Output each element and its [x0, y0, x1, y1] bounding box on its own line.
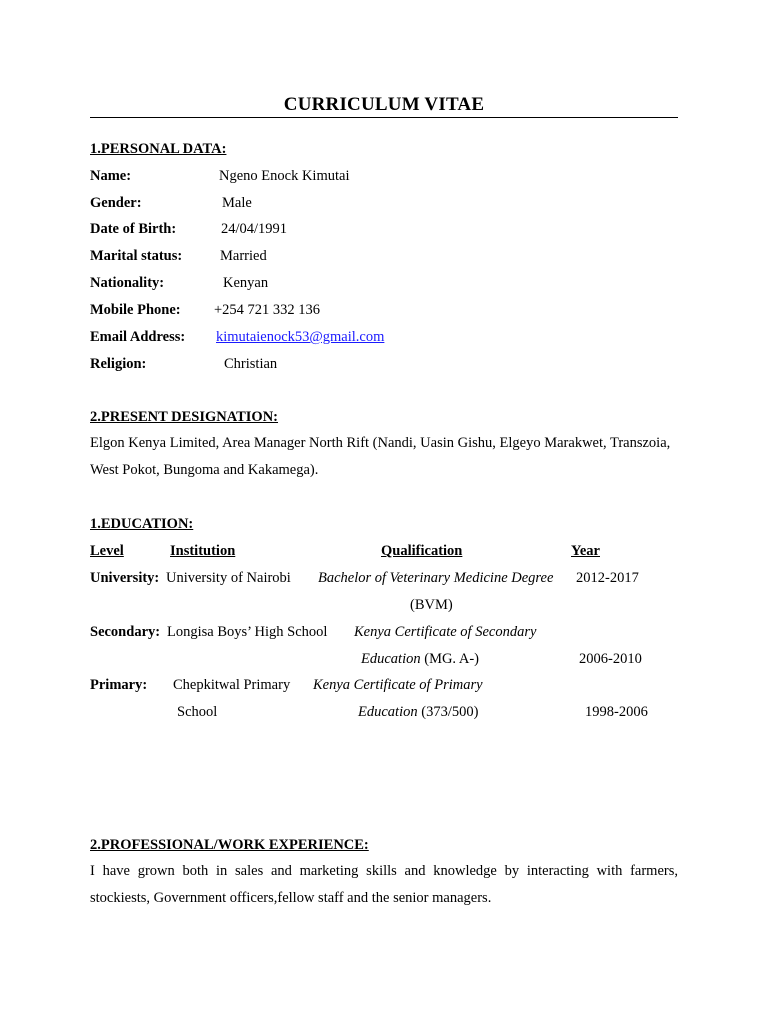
edu-level-primary: Primary:	[90, 677, 148, 693]
work-experience-text: I have grown both in sales and marketing skills and knowledge by interacting with farmers, stockiests, Government officers,fellow staff and the senior managers.	[90, 863, 678, 906]
edu-qualification-abbrev: (BVM)	[410, 597, 453, 613]
edu-institution-university: University of Nairobi	[166, 570, 291, 586]
edu-qualification-primary-line1: Kenya Certificate of Primary	[313, 677, 483, 693]
edu-qualification-secondary-grade: (MG. A-)	[420, 651, 480, 667]
education-heading: 1.EDUCATION:	[90, 516, 194, 532]
field-label: Nationality:	[90, 275, 165, 291]
title-underline	[90, 117, 678, 118]
field-label: Gender:	[90, 195, 142, 211]
present-designation-heading: 2.PRESENT DESIGNATION:	[90, 409, 279, 425]
edu-institution-primary-line2: School	[177, 704, 218, 720]
edu-institution-primary-line1: Chepkitwal Primary	[173, 677, 291, 693]
document-title: CURRICULUM VITAE	[283, 94, 485, 115]
col-header-qualification: Qualification	[381, 543, 463, 559]
col-header-institution: Institution	[170, 543, 236, 559]
work-experience-heading: 2.PROFESSIONAL/WORK EXPERIENCE:	[90, 837, 369, 853]
email-link[interactable]: kimutaienock53@gmail.com	[216, 329, 385, 345]
field-label: Name:	[90, 168, 132, 184]
personal-data-heading: 1.PERSONAL DATA:	[90, 141, 227, 157]
field-value: Ngeno Enock Kimutai	[219, 168, 350, 184]
edu-year-university: 2012-2017	[576, 570, 639, 586]
edu-year-primary: 1998-2006	[585, 704, 648, 720]
field-value: Christian	[224, 356, 278, 372]
col-header-year: Year	[571, 543, 600, 559]
edu-qualification-secondary-italic: Education	[361, 651, 421, 667]
edu-qualification-primary-score: (373/500)	[417, 704, 479, 720]
field-value: Married	[220, 248, 267, 264]
edu-qualification-university: Bachelor of Veterinary Medicine Degree	[318, 570, 554, 586]
field-value: Male	[222, 195, 252, 211]
edu-institution-secondary: Longisa Boys’ High School	[167, 624, 328, 640]
edu-year-secondary: 2006-2010	[579, 651, 642, 667]
field-label: Religion:	[90, 356, 147, 372]
field-label: Date of Birth:	[90, 221, 177, 237]
field-value: +254 721 332 136	[214, 302, 321, 318]
edu-qualification-primary-line2	[358, 704, 478, 721]
edu-qualification-secondary-line1: Kenya Certificate of Secondary	[354, 624, 537, 640]
field-value: 24/04/1991	[221, 221, 288, 237]
edu-level-university: University:	[90, 570, 160, 586]
field-label: Email Address:	[90, 329, 186, 345]
col-header-level: Level	[90, 543, 124, 559]
edu-qualification-secondary-line2	[361, 651, 479, 668]
designation-text: Elgon Kenya Limited, Area Manager North Rift (Nandi, Uasin Gishu, Elgeyo Marakwet, Transzoia, West Pokot, Bungoma and Kakamega).	[90, 435, 671, 478]
edu-level-secondary: Secondary:	[90, 624, 161, 640]
field-label: Marital status:	[90, 248, 183, 264]
field-label: Mobile Phone:	[90, 302, 181, 318]
edu-qualification-primary-italic: Education	[358, 704, 418, 720]
field-value: Kenyan	[223, 275, 269, 291]
